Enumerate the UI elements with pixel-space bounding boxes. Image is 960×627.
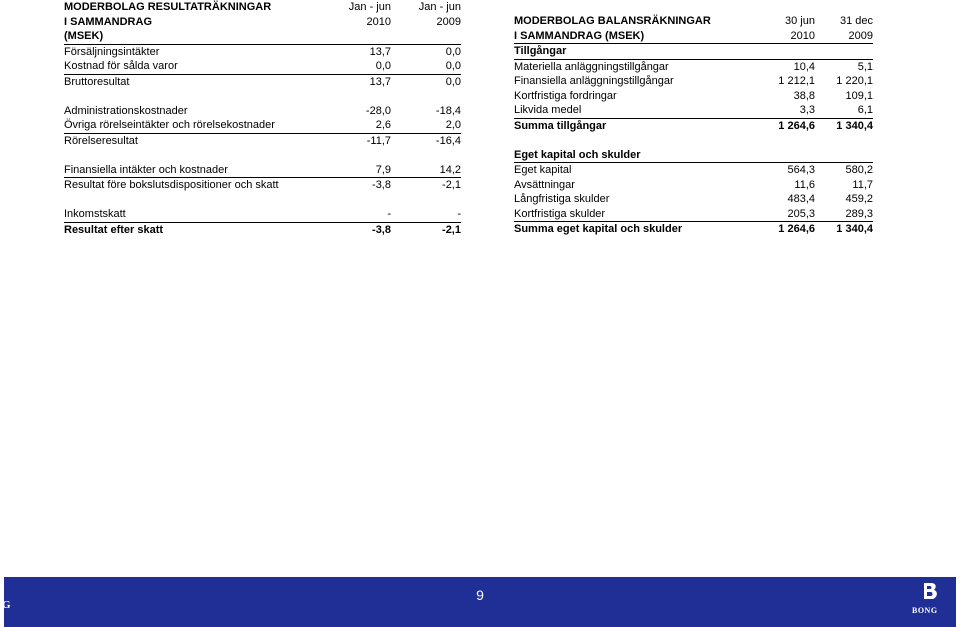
row-value-2: 580,2 [845, 164, 873, 177]
row-value-2: 1 220,1 [836, 75, 873, 88]
table-row [514, 207, 873, 222]
income-subtitle1: I SAMMANDRAG [64, 15, 152, 28]
row-label: Kostnad för sålda varor [64, 59, 331, 74]
equity-heading-row [514, 148, 873, 163]
income-col1-year: 2010 [366, 15, 391, 28]
balance-title: MODERBOLAG BALANSRÄKNINGAR [514, 15, 711, 28]
table-row [64, 133, 461, 148]
income-col1-period: Jan - jun [348, 1, 391, 14]
balance-title-row [514, 14, 873, 29]
row-label: Resultat efter skatt [64, 223, 164, 236]
balance-subtitle: I SAMMANDRAG (MSEK) [514, 29, 753, 44]
row-value-1: 0,0 [331, 59, 391, 74]
row-label: Bruttoresultat [64, 75, 130, 88]
row-value-2: -18,4 [435, 104, 461, 117]
row-label: Avsättningar [514, 178, 575, 191]
row-label: Likvida medel [514, 103, 753, 118]
income-col2-period: Jan - jun [418, 1, 461, 14]
bong-logo [912, 582, 942, 622]
balance-col2-year: 2009 [815, 29, 873, 44]
row-value-2: 0,0 [391, 59, 461, 74]
row-label: Kortfristiga fordringar [514, 89, 617, 102]
income-col2-year: 2009 [436, 15, 461, 28]
table-row [64, 104, 461, 119]
row-value-1: 13,7 [369, 75, 391, 88]
row-label: Rörelseresultat [64, 134, 138, 147]
table-row [64, 74, 461, 89]
row-value-1: -11,7 [366, 134, 391, 147]
row-value-2: 0,0 [445, 75, 461, 88]
income-subtitle2: (MSEK) [64, 29, 331, 44]
balance-col1-year: 2010 [753, 29, 815, 44]
spacer-row [64, 148, 461, 163]
row-value-1: -3,8 [372, 179, 391, 192]
table-row [514, 59, 873, 74]
row-label: Summa tillgångar [514, 119, 607, 132]
row-value-1: 564,3 [787, 164, 815, 177]
balance-subtitle-row [514, 29, 873, 44]
row-value-1: 10,4 [793, 60, 815, 73]
page-number: 9 [476, 587, 484, 603]
row-value-2: 5,1 [857, 60, 873, 73]
row-value-2: 2,0 [391, 118, 461, 133]
footer-logo-fragment: G [2, 599, 11, 611]
table-row-total [514, 222, 873, 237]
row-value-1: 1 264,6 [778, 119, 815, 132]
row-label: Materiella anläggningstillgångar [514, 60, 669, 73]
row-value-2: 14,2 [391, 163, 461, 178]
table-row [514, 74, 873, 89]
table-row-total [64, 222, 461, 237]
row-value-1: 11,6 [794, 178, 815, 191]
row-value-2: - [391, 207, 461, 222]
row-value-2: -16,4 [435, 134, 461, 147]
row-value-2: -2,1 [442, 179, 461, 192]
row-label: Summa eget kapital och skulder [514, 223, 683, 236]
row-label: Övriga rörelseintäkter och rörelsekostnader [64, 118, 331, 133]
equity-heading: Eget kapital och skulder [514, 148, 753, 163]
table-row [64, 44, 461, 59]
income-subtitle-row [64, 15, 461, 30]
income-statement-table [64, 0, 461, 237]
row-value-1: 13,7 [369, 45, 391, 58]
spacer-row [514, 133, 873, 148]
row-value-2: 109,1 [845, 89, 873, 102]
row-value-2: 6,1 [815, 103, 873, 118]
row-value-2: 0,0 [445, 45, 461, 58]
page-footer [4, 577, 956, 627]
row-value-1: -28,0 [365, 104, 391, 117]
table-row [514, 163, 873, 178]
table-row [64, 163, 461, 178]
row-value-1: -3,8 [372, 223, 391, 236]
row-label: Inkomstskatt [64, 207, 331, 222]
income-unit-row [64, 29, 461, 44]
spacer-row [64, 89, 461, 104]
row-value-1: 3,3 [753, 103, 815, 118]
row-value-1: 205,3 [753, 207, 815, 222]
row-label: Administrationskostnader [64, 104, 188, 117]
spacer-row [64, 193, 461, 208]
income-title-row [64, 0, 461, 15]
row-value-2: -2,1 [442, 223, 461, 236]
row-label: Resultat före bokslutsdispositioner och skatt [64, 179, 279, 192]
row-value-2: 1 340,4 [836, 119, 873, 132]
assets-heading-row [514, 44, 873, 60]
row-value-1: 7,9 [331, 163, 391, 178]
table-row [514, 103, 873, 118]
row-value-2: 459,2 [845, 193, 873, 206]
balance-col2-date: 31 dec [839, 15, 873, 28]
table-row-total [514, 118, 873, 133]
bong-logo-icon [916, 582, 942, 606]
row-value-1: 38,8 [793, 89, 815, 102]
balance-sheet-table [514, 14, 873, 237]
income-title: MODERBOLAG RESULTATRÄKNINGAR [64, 1, 272, 14]
row-value-2: 1 340,4 [836, 223, 873, 236]
row-label: Kortfristiga skulder [514, 207, 753, 222]
row-value-1: 1 264,6 [778, 223, 815, 236]
row-label: Eget kapital [514, 164, 572, 177]
row-value-1: - [331, 207, 391, 222]
bong-logo-text: BONG [912, 606, 938, 615]
row-value-1: 1 212,1 [778, 75, 815, 88]
row-label: Finansiella intäkter och kostnader [64, 163, 331, 178]
row-value-2: 11,7 [852, 178, 873, 191]
row-value-2: 289,3 [815, 207, 873, 222]
row-label: Långfristiga skulder [514, 193, 610, 206]
table-row [64, 118, 461, 133]
row-value-1: 2,6 [331, 118, 391, 133]
assets-heading: Tillgångar [514, 44, 753, 60]
table-row [64, 207, 461, 222]
balance-col1-date: 30 jun [785, 15, 815, 28]
table-row [514, 178, 873, 193]
table-row [64, 59, 461, 74]
row-label: Försäljningsintäkter [64, 45, 160, 58]
row-label: Finansiella anläggningstillgångar [514, 75, 674, 88]
table-row [64, 178, 461, 193]
table-row [514, 192, 873, 207]
table-row [514, 89, 873, 104]
row-value-1: 483,4 [787, 193, 815, 206]
